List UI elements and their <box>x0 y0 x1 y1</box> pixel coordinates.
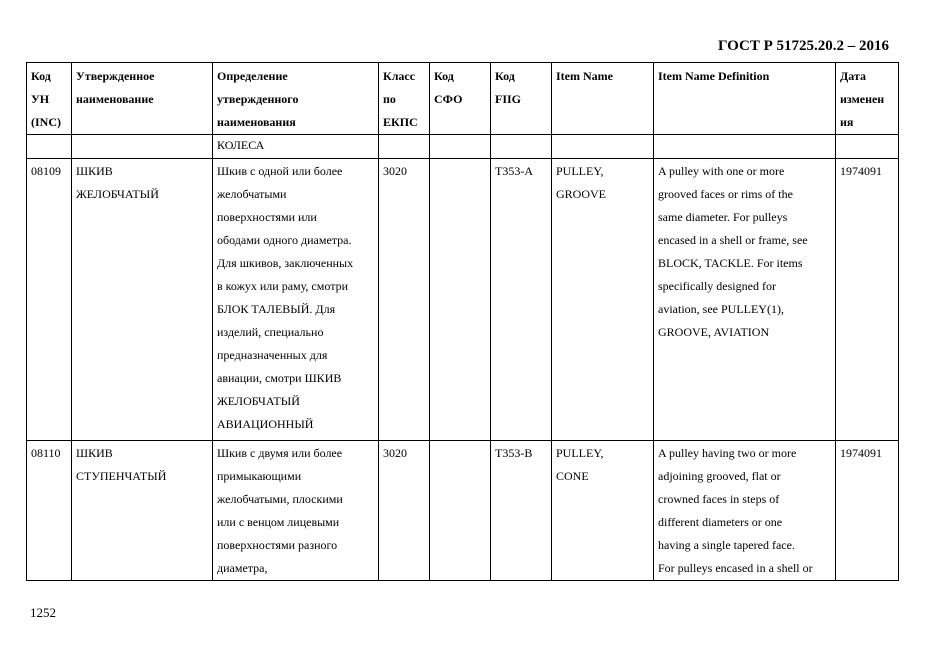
cell-fiig: T353-B <box>491 441 552 581</box>
header-inc: Код УН (INC) <box>27 63 72 135</box>
catalog-table <box>26 62 899 581</box>
cell-ekps-class: 3020 <box>379 441 430 581</box>
cell-fiig: T353-A <box>491 159 552 441</box>
header-fiig: Код FIIG <box>491 63 552 135</box>
table-row <box>27 159 899 441</box>
page-number: 1252 <box>30 605 56 620</box>
header-date: Дата изменен ия <box>836 63 899 135</box>
cell-definition: Шкив с двумя или более примыкающими желобчатыми, плоскими или с венцом лицевыми поверхностями разного диаметра, <box>213 441 379 581</box>
header-definition: Определение утвержденного наименования <box>213 63 379 135</box>
header-item-name: Item Name <box>552 63 654 135</box>
header-approved-name: Утвержденное наименование <box>72 63 213 135</box>
table-row <box>27 441 899 581</box>
cell-sfo-code <box>430 159 491 441</box>
header-ekps-class: Класс по ЕКПС <box>379 63 430 135</box>
cell-ekps-class: 3020 <box>379 159 430 441</box>
cell-item-definition: A pulley with one or more grooved faces or rims of the same diameter. For pulleys encased in a shell or frame, see BLOCK, TACKLE. For items specifically designed for aviation, see PULLEY(1), GROOVE, AVIATION <box>654 159 836 441</box>
cell-item-name: PULLEY, CONE <box>552 441 654 581</box>
cell-item-definition: A pulley having two or more adjoining grooved, flat or crowned faces in steps of different diameters or one having a single tapered face. For pulleys encased in a shell or <box>654 441 836 581</box>
cell-inc: 08110 <box>27 441 72 581</box>
cell-date: 1974091 <box>836 441 899 581</box>
header-item-definition: Item Name Definition <box>654 63 836 135</box>
cell-approved-name: ШКИВ ЖЕЛОБЧАТЫЙ <box>72 159 213 441</box>
cell-sfo-code <box>430 441 491 581</box>
continuation-definition: КОЛЕСА <box>213 135 379 159</box>
cell-definition: Шкив с одной или более желобчатыми поверхностями или ободами одного диаметра. Для шкивов, заключенных в кожух или раму, смотри БЛОК ТАЛЕВЫЙ. Для изделий, специально предназначенных для авиации, смотри ШКИВ ЖЕЛОБЧАТЫЙ АВИАЦИОННЫЙ <box>213 159 379 441</box>
cell-item-name: PULLEY, GROOVE <box>552 159 654 441</box>
cell-date: 1974091 <box>836 159 899 441</box>
continuation-row <box>27 135 899 159</box>
cell-approved-name: ШКИВ СТУПЕНЧАТЫЙ <box>72 441 213 581</box>
header-row <box>27 63 899 135</box>
header-sfo-code: Код СФО <box>430 63 491 135</box>
standard-title: ГОСТ Р 51725.20.2 – 2016 <box>717 38 889 54</box>
cell-inc: 08109 <box>27 159 72 441</box>
